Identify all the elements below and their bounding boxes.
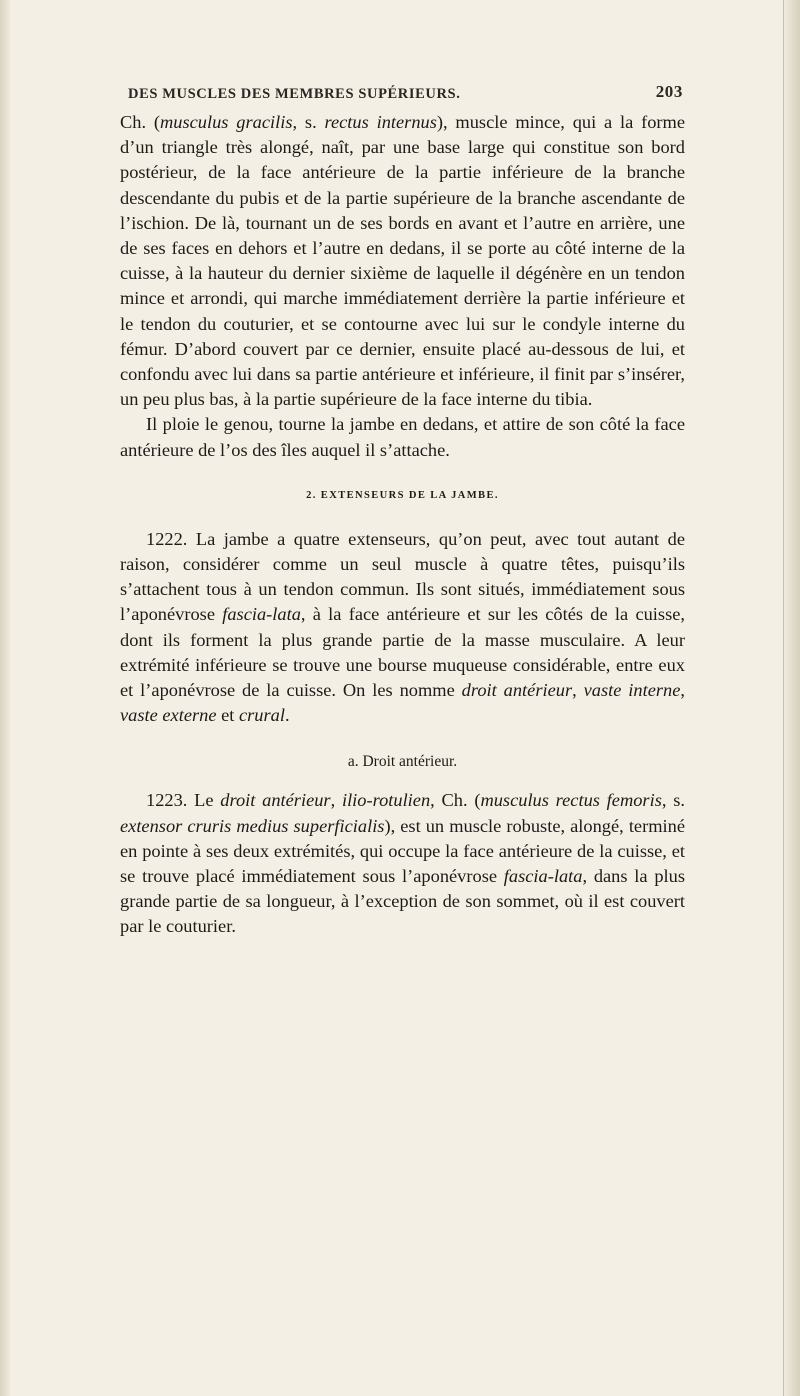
paragraph-1222: 1222. La jambe a quatre extenseurs, qu’on peut, avec tout autant de raison, considérer comme un seul muscle à quatre têtes, puisqu’ils s’attachent tous à un tendon commun. Ils sont situés, immédiatement sous l’aponévrose fascia-lata, à la face antérieure et sur les côtés de la cuisse, dont ils forment la plus grande partie de la masse musculaire. A leur extrémité inférieure se trouve une bourse muqueuse considérable, entre eux et l’aponévrose de la cuisse. On les nomme droit antérieur, vaste interne, vaste externe et crural. bbox=[120, 528, 685, 726]
page-left-edge bbox=[0, 0, 10, 1396]
paragraph-gracilis-action: Il ploie le genou, tourne la jambe en dedans, et attire de son côté la face antérieure de l’os des îles auquel il s’attache. bbox=[120, 414, 685, 460]
running-head bbox=[128, 82, 683, 104]
page-right-edge bbox=[783, 0, 800, 1396]
text-body bbox=[120, 110, 685, 940]
paragraph-gracilis: Ch. (musculus gracilis, s. rectus internus), muscle mince, qui a la forme d’un triangle très alongé, naît, par une base large qui constitue son bord postérieur, de la face antérieure de la partie inférieure de la branche descendante du pubis et de la partie supérieure de la branche ascendante de l’ischion. De là, tournant un de ses bords en avant et l’autre en arrière, une de ses faces en dehors et l’autre en dedans, il se porte au côté interne de la cuisse, à la hauteur du dernier sixième de laquelle il dégénère en un tendon mince et arrondi, qui marche immédiatement derrière la partie inférieure et le tendon du couturier, et se contourne avec lui sur le condyle interne du fémur. D’abord couvert par ce dernier, ensuite placé au-dessous de lui, et confondu avec lui dans sa partie antérieure et inférieure, il finit par s’insérer, un peu plus bas, à la partie supérieure de la face interne du tibia. bbox=[120, 112, 686, 410]
paragraph-1223: 1223. Le droit antérieur, ilio-rotulien, Ch. (musculus rectus femoris, s. extensor cruris medius superficialis), est un muscle robuste, alongé, terminé en pointe à ses deux extrémités, qui occupe la face antérieure de la cuisse, et se trouve placé immédiatement sous l’aponévrose fascia-lata, dans la plus grande partie de sa longueur, à l’exception de son sommet, où il est couvert par le couturier. bbox=[120, 790, 685, 937]
page-number: 203 bbox=[655, 82, 683, 101]
subsection-heading: a. Droit antérieur. bbox=[347, 753, 458, 771]
section-heading: 2. EXTENSEURS DE LA JAMBE. bbox=[306, 489, 499, 501]
running-title: DES MUSCLES DES MEMBRES SUPÉRIEURS. bbox=[128, 86, 461, 102]
